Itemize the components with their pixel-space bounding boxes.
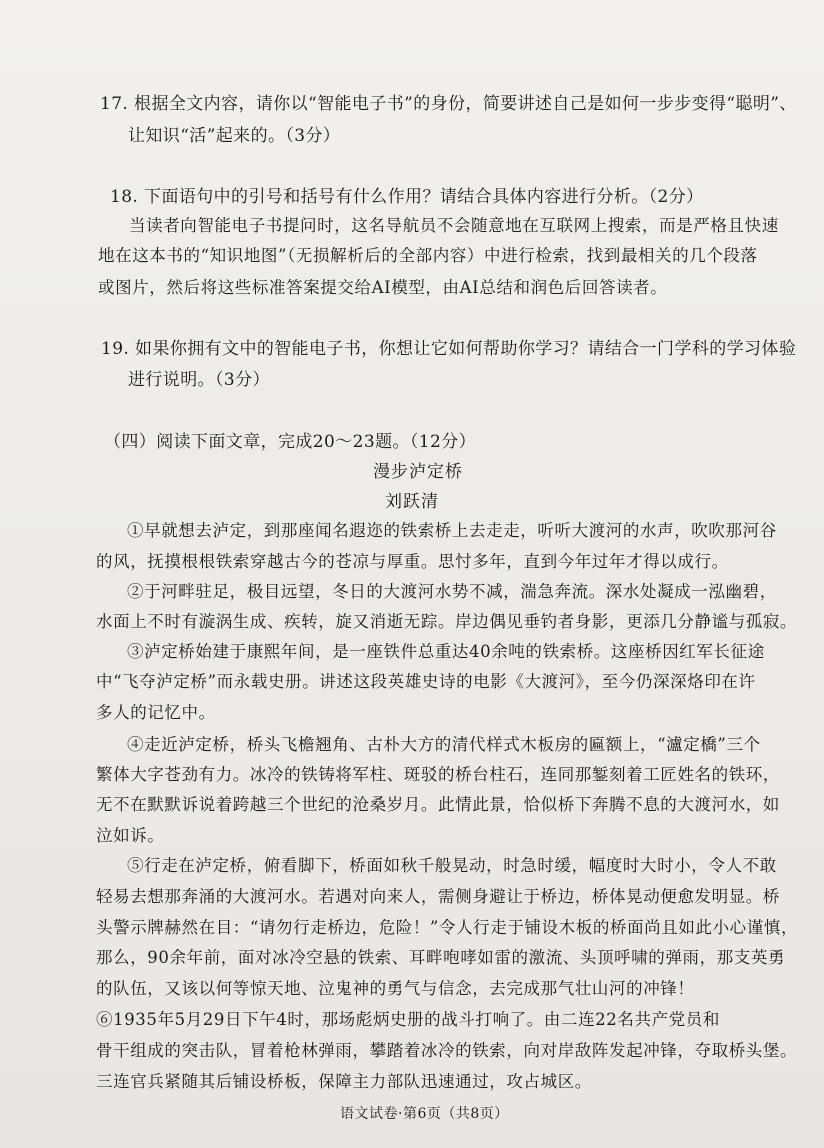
article-line-9: 繁体大字苍劲有力。冰冷的铁铸将军柱、斑驳的桥台柱石，连同那錾刻着工匠姓名的铁环， — [96, 765, 780, 784]
article-title: 漫步泸定桥 — [373, 462, 463, 482]
question-18-quote-line-1: 当读者向智能电子书提问时，这名导航员不会随意地在互联网上搜索，而是严格且快速 — [129, 216, 779, 235]
article-line-17: ⑥1935年5月29日下午4时，那场彪炳史册的战斗打响了。由二连22名共产党员和 — [96, 1010, 720, 1029]
article-line-1: ①早就想去泸定，到那座闻名遐迩的铁索桥上去走走，听听大渡河的水声，吹吹那河谷 — [127, 521, 777, 540]
question-19-line-2: 进行说明。（3分） — [128, 370, 270, 390]
article-line-5: ③泸定桥始建于康熙年间，是一座铁件总重达40余吨的铁索桥。这座桥因红军长征途 — [127, 642, 765, 661]
question-18-line-1: 18. 下面语句中的引号和括号有什么作用？请结合具体内容进行分析。（2分） — [110, 187, 704, 207]
article-line-13: 轻易去想那奔涌的大渡河水。若遇对向来人，需侧身避让于桥边，桥体晃动便愈发明显。桥 — [96, 887, 780, 906]
question-18-quote-line-2: 地在这本书的“知识地图”（无损解析后的全部内容）中进行检索，找到最相关的几个段落 — [98, 246, 758, 265]
article-line-16: 的队伍，又该以何等惊天地、泣鬼神的勇气与信念，去完成那气壮山河的冲锋！ — [96, 979, 695, 998]
article-line-12: ⑤行走在泸定桥，俯看脚下，桥面如秋千般晃动，时急时缓，幅度时大时小，令人不敢 — [127, 856, 777, 875]
section-4-heading: （四）阅读下面文章，完成20～23题。（12分） — [104, 432, 476, 452]
article-line-3: ②于河畔驻足，极目远望，冬日的大渡河水势不减，湍急奔流。深水处凝成一泓幽碧， — [127, 582, 777, 601]
article-line-19: 三连官兵紧随其后铺设桥板，保障主力部队迅速通过，攻占城区。 — [96, 1072, 592, 1091]
article-line-18: 骨干组成的突击队，冒着枪林弹雨，攀踏着冰冷的铁索，向对岸敌阵发起冲锋，夺取桥头堡。 — [96, 1041, 798, 1060]
article-line-7: 多人的记忆中。 — [96, 703, 216, 722]
article-line-8: ④走近泸定桥，桥头飞檐翘角、古朴大方的清代样式木板房的匾额上，“瀘定橋”三个 — [127, 735, 761, 754]
page-footer: 语文试卷·第6页（共8页） — [340, 1106, 509, 1122]
article-line-2: 的风，抚摸根根铁索穿越古今的苍凉与厚重。思忖多年，直到今年过年才得以成行。 — [96, 552, 729, 571]
article-line-6: 中“飞夺泸定桥”而永载史册。讲述这段英雄史诗的电影《大渡河》，至今仍深深烙印在许 — [96, 672, 756, 691]
question-17-line-2: 让知识“活”起来的。（3分） — [128, 126, 341, 146]
question-17-line-1: 17. 根据全文内容，请你以“智能电子书”的身份，简要讲述自己是如何一步步变得“聪明”、 — [100, 94, 797, 114]
article-author: 刘跃清 — [385, 492, 439, 512]
article-line-14: 头警示牌赫然在目：“请勿行走桥边，危险！”令人行走于铺设木板的桥面尚且如此小心谨慎， — [96, 918, 799, 937]
question-18-quote-line-3: 或图片，然后将这些标准答案提交给AI模型，由AI总结和润色后回答读者。 — [98, 278, 668, 297]
article-line-11: 泣如诉。 — [96, 826, 165, 845]
question-19-line-1: 19. 如果你拥有文中的智能电子书，你想让它如何帮助你学习？请结合一门学科的学习体验 — [101, 339, 797, 359]
article-line-10: 无不在默默诉说着跨越三个世纪的沧桑岁月。此情此景，恰似桥下奔腾不息的大渡河水，如 — [96, 795, 780, 814]
article-line-15: 那么，90余年前，面对冰冷空悬的铁索、耳畔咆哮如雷的激流、头顶呼啸的弹雨，那支英勇 — [96, 948, 786, 967]
article-line-4: 水面上不时有漩涡生成、疾转，旋又消逝无踪。岸边偶见垂钓者身影，更添几分静谧与孤寂。 — [96, 612, 798, 631]
